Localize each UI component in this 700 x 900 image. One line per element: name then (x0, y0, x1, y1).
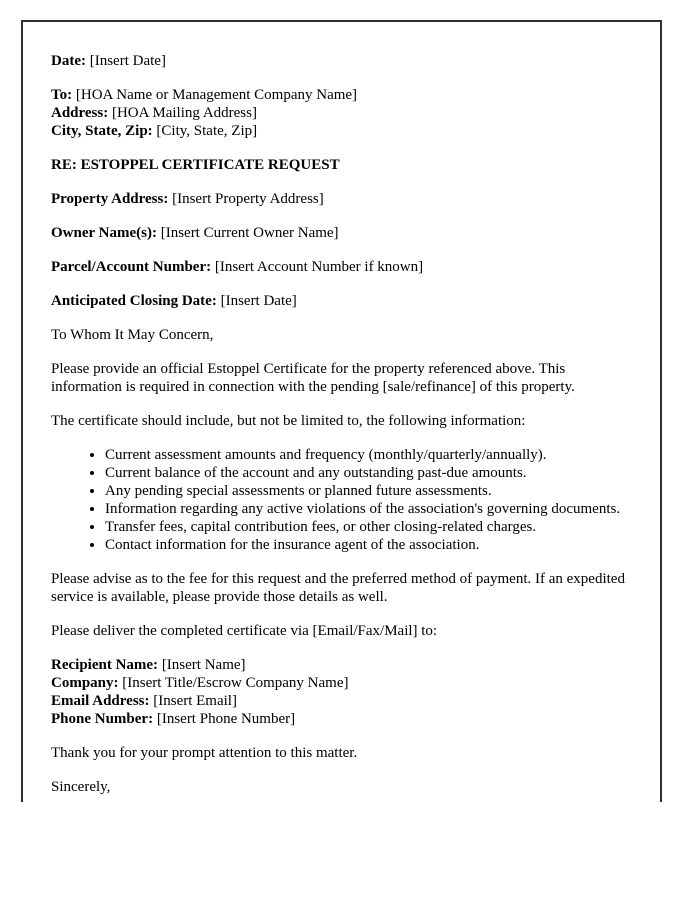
field-value: [Insert Date] (220, 293, 297, 309)
list-item: • Information regarding any active violations of the association's governing documents. (105, 500, 630, 518)
field-value: [HOA Name or Management Company Name] (75, 87, 358, 103)
field-value: [Insert Account Number if known] (214, 259, 424, 275)
field-label: Address: (51, 105, 109, 121)
field-label: Property Address: (51, 191, 169, 207)
field-city-state-zip (51, 122, 630, 140)
field-to (51, 86, 630, 104)
field-label: Owner Name(s): (51, 225, 157, 241)
field-owner-name (51, 224, 630, 242)
list-item: • Contact information for the insurance agent of the association. (105, 536, 630, 554)
field-email-address (51, 692, 630, 710)
list-item: • Transfer fees, capital contribution fees, or other closing-related charges. (105, 518, 630, 536)
field-label: Recipient Name: (51, 657, 159, 673)
paragraph-intro: Please provide an official Estoppel Certificate for the property referenced above. This information is required in connection with the pending [sale/refinance] of this property. (51, 361, 575, 395)
field-value: [Insert Property Address] (172, 191, 324, 207)
list-item: • Current balance of the account and any outstanding past-due amounts. (105, 464, 630, 482)
list-item: • Current assessment amounts and frequency (monthly/quarterly/annually). (105, 446, 630, 464)
field-label: Date: (51, 53, 86, 69)
field-label: Anticipated Closing Date: (51, 293, 217, 309)
field-value: [HOA Mailing Address] (111, 105, 257, 121)
field-value: [City, State, Zip] (156, 123, 258, 139)
field-phone-number (51, 710, 630, 728)
field-value: [Insert Phone Number] (156, 711, 296, 727)
recipient-block (51, 86, 630, 140)
paragraph-list-intro: The certificate should include, but not be limited to, the following information: (51, 413, 526, 429)
paragraph-delivery: Please deliver the completed certificate via [Email/Fax/Mail] to: (51, 623, 438, 639)
field-label: Phone Number: (51, 711, 154, 727)
field-recipient-name (51, 656, 630, 674)
field-parcel-account-number (51, 258, 630, 276)
paragraph-thanks: Thank you for your prompt attention to this matter. (51, 745, 358, 761)
field-value: [Insert Title/Escrow Company Name] (122, 675, 349, 691)
field-label: Email Address: (51, 693, 150, 709)
paragraph-fee: Please advise as to the fee for this request and the preferred method of payment. If an expedited service is available, please provide those details as well. (51, 571, 625, 605)
letter-document (21, 20, 662, 802)
subject-line: RE: ESTOPPEL CERTIFICATE REQUEST (51, 157, 340, 173)
field-label: City, State, Zip: (51, 123, 153, 139)
field-address (51, 104, 630, 122)
field-date (51, 52, 630, 70)
salutation: To Whom It May Concern, (51, 327, 214, 343)
field-value: [Insert Date] (89, 53, 166, 69)
certificate-requirements-list (51, 446, 630, 554)
contact-block (51, 656, 630, 728)
field-value: [Insert Name] (161, 657, 246, 673)
field-label: Parcel/Account Number: (51, 259, 212, 275)
field-value: [Insert Email] (153, 693, 237, 709)
field-label: Company: (51, 675, 119, 691)
field-label: To: (51, 87, 73, 103)
list-item: • Any pending special assessments or planned future assessments. (105, 482, 630, 500)
field-value: [Insert Current Owner Name] (160, 225, 339, 241)
field-anticipated-closing-date (51, 292, 630, 310)
closing-line: Sincerely, (51, 779, 111, 795)
field-company (51, 674, 630, 692)
field-property-address (51, 190, 630, 208)
